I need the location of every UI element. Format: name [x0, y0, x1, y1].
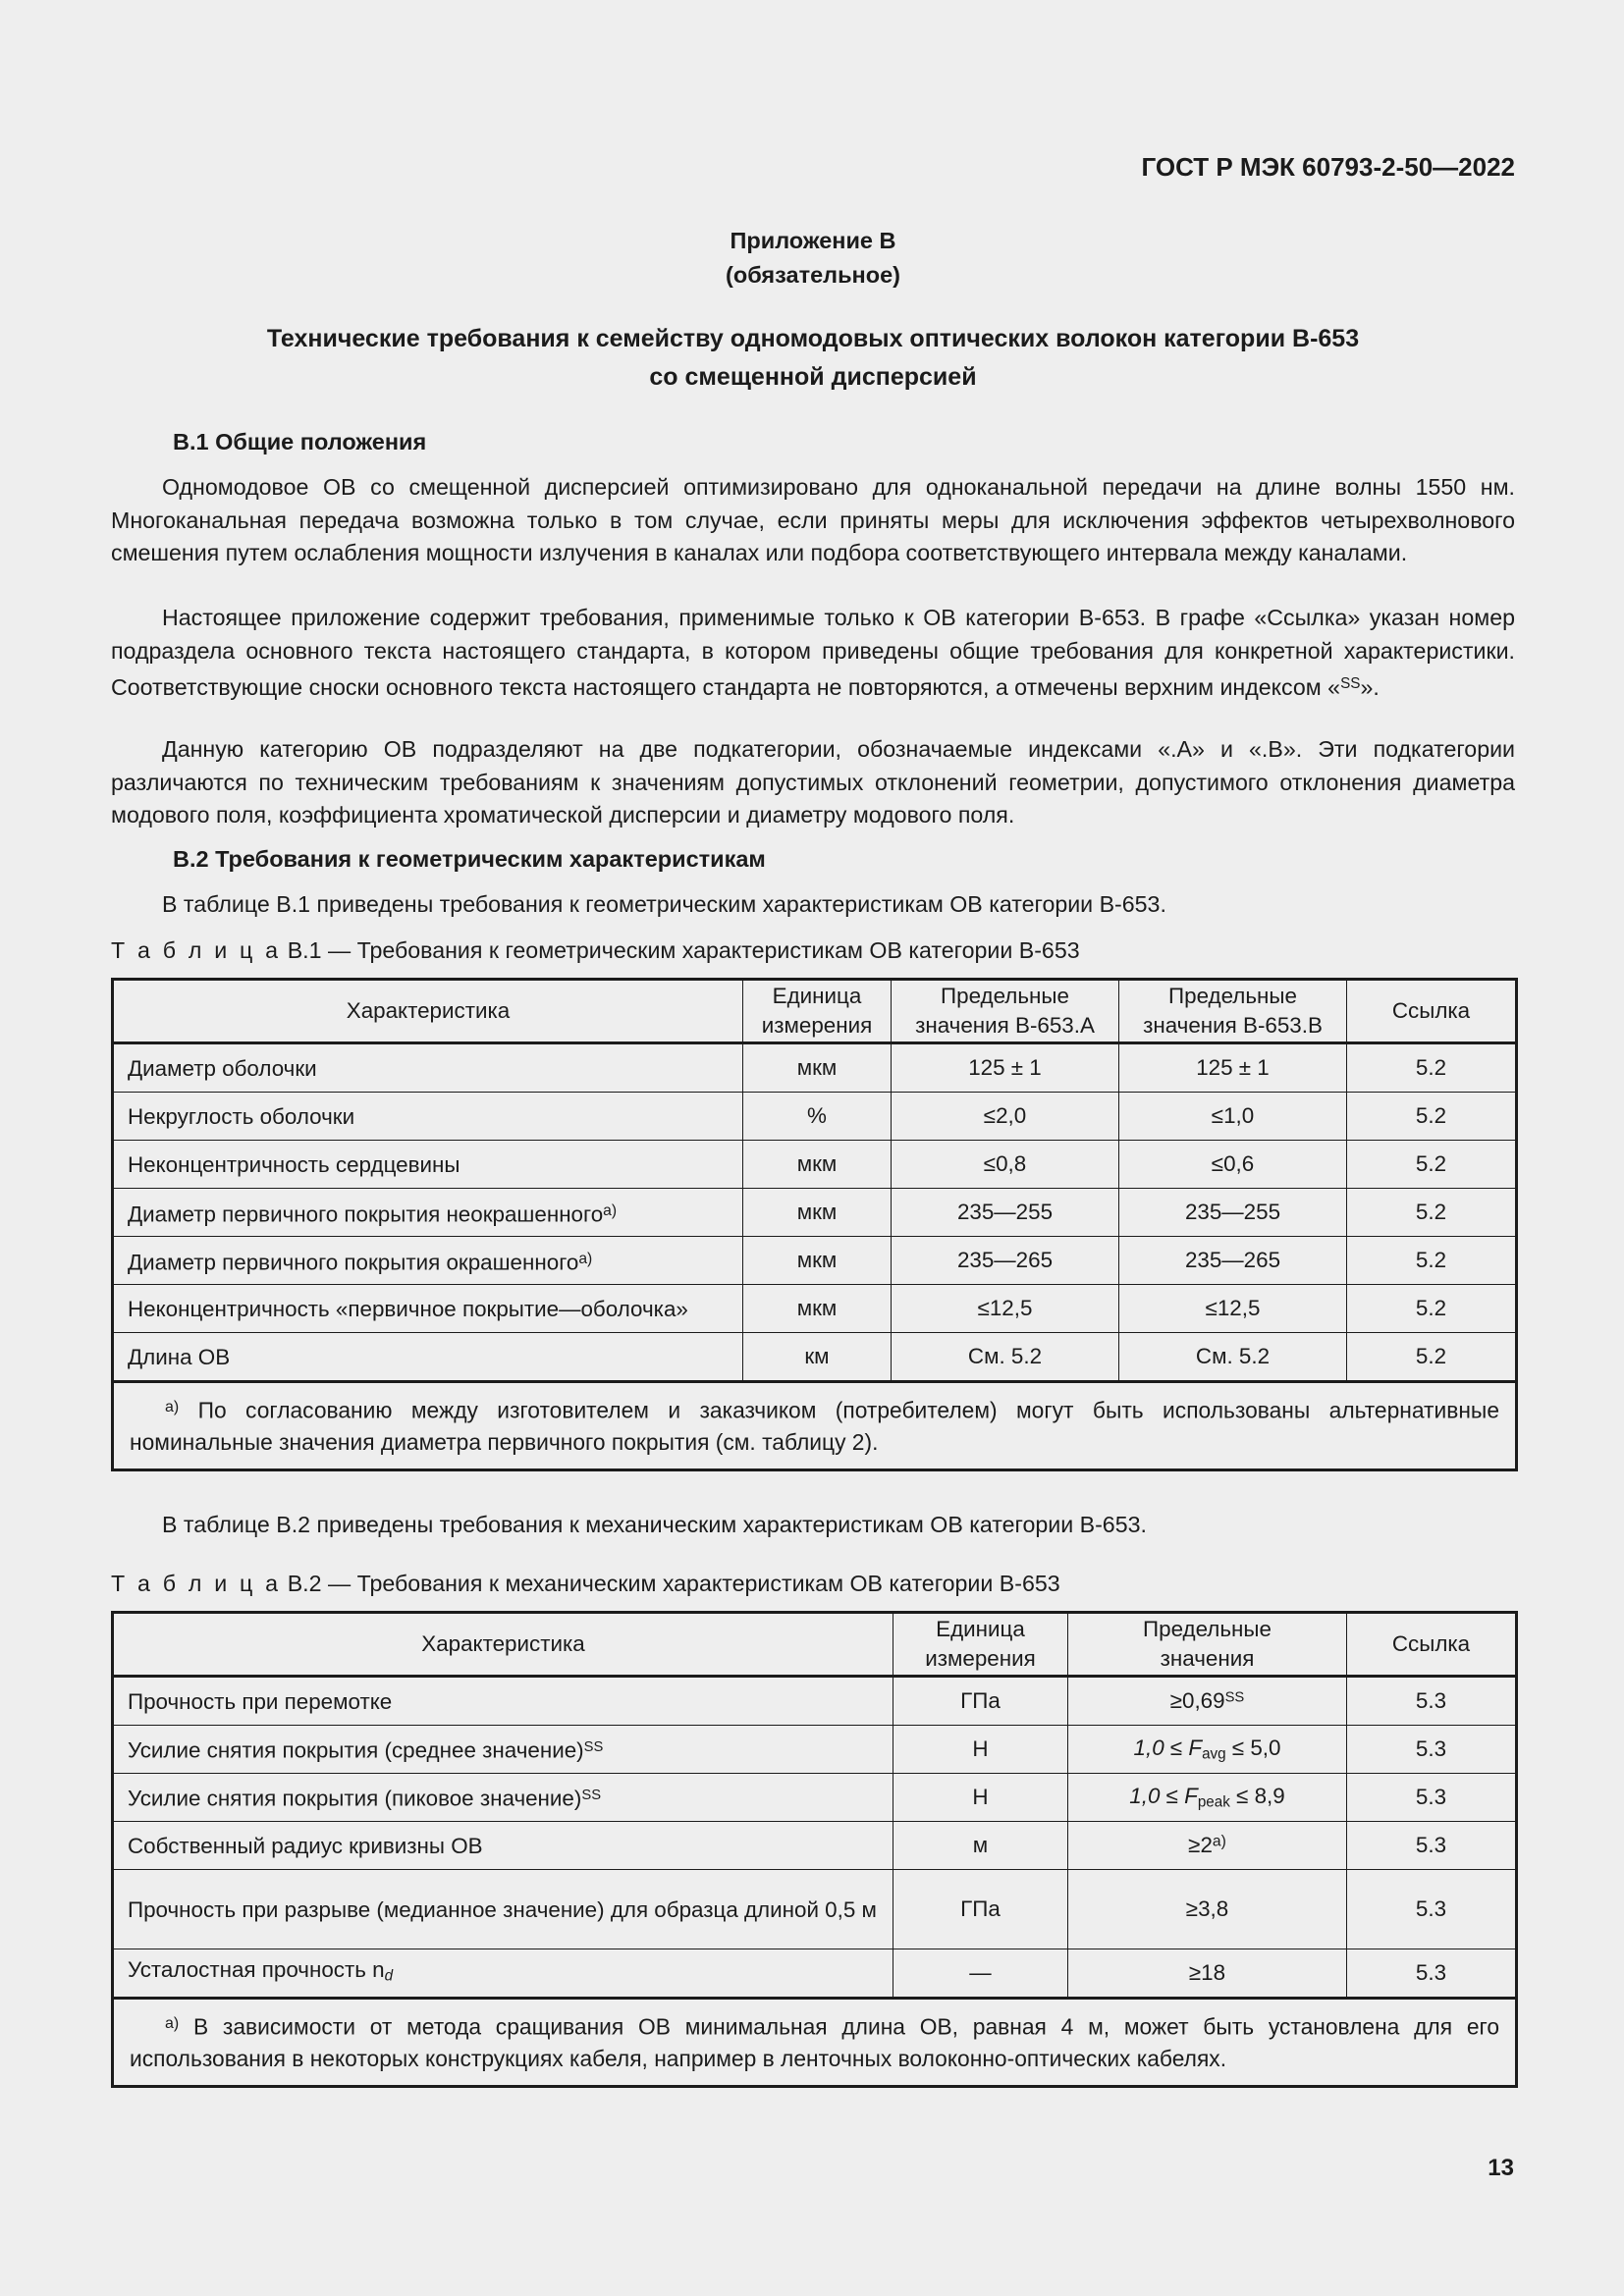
paragraph-b1-2-text-a: Настоящее приложение содержит требования, применимые только к ОВ категории В-653. В графе «Ссылка» указан номер подраздела основного текста настоящего стандарта, в котором приведены общие требования для конкретной характеристики. Соответствующие сноски основного текста настоящего стандарта не повторяются, а отмечены верхним индексом «: [111, 605, 1515, 700]
row-limit-subscript: peak: [1197, 1793, 1230, 1811]
row-reference: 5.2: [1347, 1189, 1517, 1237]
row-unit: м: [893, 1822, 1068, 1870]
table-2-col-unit: [893, 1613, 1068, 1677]
row-reference: 5.3: [1347, 1949, 1517, 1999]
table-1-footnote-row: [113, 1382, 1517, 1470]
paragraph-b2-1-text: В таблице В.1 приведены требования к геометрическим характеристикам ОВ категории В-653.: [162, 891, 1166, 917]
document-header-standard-code: ГОСТ Р МЭК 60793-2-50—2022: [1141, 152, 1515, 182]
row-limit-a: 235—255: [892, 1189, 1119, 1237]
paragraph-b1-2-text-b: ».: [1360, 673, 1380, 700]
row-reference: 5.2: [1347, 1093, 1517, 1141]
table-row: [113, 1093, 1517, 1141]
unit-line-1: Единица: [936, 1617, 1025, 1641]
row-unit: Н: [893, 1726, 1068, 1774]
row-limit-b: ≤1,0: [1119, 1093, 1347, 1141]
row-characteristic-text: Диаметр оболочки: [128, 1055, 317, 1081]
table-2-caption-prefix: Т а б л и ц а: [111, 1571, 282, 1596]
row-characteristic-text: Усталостная прочность n: [128, 1957, 385, 1983]
table-row: [113, 1677, 1517, 1726]
table-1-col-reference: Ссылка: [1347, 980, 1517, 1043]
table-1-caption-prefix: Т а б л и ц а: [111, 937, 282, 963]
row-limit-a: ≤12,5: [892, 1285, 1119, 1333]
row-limit-value: ≥0,69: [1169, 1688, 1225, 1713]
row-unit: мкм: [743, 1043, 892, 1093]
row-characteristic: [113, 1043, 743, 1093]
row-reference: 5.2: [1347, 1237, 1517, 1285]
table-geometric-requirements: [111, 978, 1518, 1471]
row-limit-value-pre: 1,0 ≤ F: [1129, 1784, 1198, 1809]
row-characteristic-text: Прочность при разрыве (медианное значение) для образца длиной 0,5 м: [128, 1896, 877, 1922]
row-limit-b: ≤0,6: [1119, 1141, 1347, 1189]
row-reference: 5.3: [1347, 1822, 1517, 1870]
paragraph-b2-2-text: В таблице В.2 приведены требования к механическим характеристикам ОВ категории В-653.: [162, 1512, 1147, 1537]
row-characteristic: [113, 1285, 743, 1333]
table-1-col-limit-a: [892, 980, 1119, 1043]
row-limit-a: См. 5.2: [892, 1333, 1119, 1382]
row-characteristic: [113, 1677, 893, 1726]
row-characteristic: [113, 1189, 743, 1237]
row-characteristic-subscript: d: [384, 1967, 394, 1985]
annex-heading-block: [111, 224, 1515, 293]
row-characteristic-text: Диаметр первичного покрытия окрашенного: [128, 1250, 579, 1275]
table-row: [113, 1141, 1517, 1189]
row-characteristic-text: Прочность при перемотке: [128, 1688, 393, 1714]
table-1-caption-rest: В.1 — Требования к геометрическим характеристикам ОВ категории В-653: [287, 937, 1080, 963]
row-unit: мкм: [743, 1141, 892, 1189]
limit-b-line-1: Предельные: [1168, 984, 1297, 1008]
row-characteristic: [113, 1726, 893, 1774]
table-row: [113, 1285, 1517, 1333]
table-1-footnote: [113, 1382, 1517, 1470]
limit-a-line-1: Предельные: [941, 984, 1069, 1008]
row-reference: 5.2: [1347, 1333, 1517, 1382]
table-row: [113, 1949, 1517, 1999]
paragraph-b2-2: [111, 1509, 1515, 1542]
row-limit-a: ≤0,8: [892, 1141, 1119, 1189]
row-limit-a: 125 ± 1: [892, 1043, 1119, 1093]
paragraph-b1-3: [111, 733, 1515, 832]
footnote-marker: а): [165, 1399, 180, 1415]
table-row: [113, 1189, 1517, 1237]
row-limit-value-post: ≤ 8,9: [1229, 1784, 1285, 1809]
table-row: [113, 1043, 1517, 1093]
row-unit: %: [743, 1093, 892, 1141]
footnote-marker: а): [603, 1201, 618, 1219]
unit-line-2: измерения: [925, 1646, 1036, 1671]
unit-line-1: Единица: [772, 984, 862, 1008]
row-characteristic-text: Усилие снятия покрытия (среднее значение): [128, 1737, 584, 1763]
paragraph-b2-1: [111, 888, 1515, 922]
row-limit: ≥3,8: [1068, 1870, 1347, 1949]
table-2-col-limit: [1068, 1613, 1347, 1677]
row-reference: 5.3: [1347, 1677, 1517, 1726]
table-row: [113, 1726, 1517, 1774]
row-characteristic-text: Некруглость оболочки: [128, 1103, 355, 1129]
row-unit: мкм: [743, 1237, 892, 1285]
row-reference: 5.3: [1347, 1774, 1517, 1822]
row-unit: км: [743, 1333, 892, 1382]
limit-line-1: Предельные: [1143, 1617, 1272, 1641]
row-limit-value-pre: 1,0 ≤ F: [1133, 1735, 1203, 1761]
row-characteristic-text: Неконцентричность «первичное покрытие—оболочка»: [128, 1296, 688, 1321]
row-limit-a: 235—265: [892, 1237, 1119, 1285]
row-unit: Н: [893, 1774, 1068, 1822]
table-2-footnote: [113, 1999, 1517, 2087]
table-row: [113, 1237, 1517, 1285]
row-reference: 5.2: [1347, 1285, 1517, 1333]
table-2-header-row: [113, 1613, 1517, 1677]
table-row: [113, 1333, 1517, 1382]
table-2-caption: [111, 1571, 1060, 1597]
table-2-col-characteristic: Характеристика: [113, 1613, 893, 1677]
row-limit-b: ≤12,5: [1119, 1285, 1347, 1333]
annex-status: (обязательное): [726, 262, 900, 288]
row-characteristic: [113, 1870, 893, 1949]
table-2-footnote-row: [113, 1999, 1517, 2087]
paragraph-b1-2: [111, 602, 1515, 704]
table-2-col-reference: Ссылка: [1347, 1613, 1517, 1677]
paragraph-b1-3-text: Данную категорию ОВ подразделяют на две подкатегории, обозначаемые индексами «.А» и «.В». Эти подкатегории различаются по техническим требованиям к значениям допустимых отклонений геометрии, допустимого отклонения диаметра модового поля, коэффициента хроматической дисперсии и диаметру модового поля.: [111, 736, 1515, 828]
section-heading-b2: В.2 Требования к геометрическим характеристикам: [173, 846, 766, 872]
row-characteristic: [113, 1949, 893, 1999]
footnote-marker: а): [1212, 1833, 1226, 1850]
paragraph-b1-1-text: Одномодовое ОВ со смещенной дисперсией оптимизировано для одноканальной передачи на длине волны 1550 нм. Многоканальная передача возможна только в том случае, если приняты меры для исключения эффектов четырехволнового смешения путем ослабления мощности излучения в каналах или подбора соответствующего интервала между каналами.: [111, 474, 1515, 565]
row-unit: —: [893, 1949, 1068, 1999]
table-2-footnote-text: В зависимости от метода сращивания ОВ минимальная длина ОВ, равная 4 м, может быть установлена для его использования в некоторых конструкциях кабеля, например в ленточных волоконно-оптических кабелях.: [130, 2013, 1499, 2071]
row-characteristic-text: Неконцентричность сердцевины: [128, 1151, 460, 1177]
table-1-col-unit: [743, 980, 892, 1043]
row-limit: [1068, 1677, 1347, 1726]
row-reference: 5.2: [1347, 1043, 1517, 1093]
row-characteristic: [113, 1774, 893, 1822]
annex-label: Приложение В: [730, 228, 896, 253]
row-limit-a: ≤2,0: [892, 1093, 1119, 1141]
row-limit-value: ≥2: [1188, 1833, 1213, 1857]
unit-line-2: измерения: [761, 1013, 873, 1038]
table-row: [113, 1822, 1517, 1870]
limit-line-2: значения: [1160, 1646, 1255, 1671]
row-characteristic: [113, 1141, 743, 1189]
table-1-footnote-text: По согласованию между изготовителем и заказчиком (потребителем) могут быть использованы альтернативные номинальные значения диаметра первичного покрытия (см. таблицу 2).: [130, 1397, 1499, 1455]
table-1-col-characteristic: Характеристика: [113, 980, 743, 1043]
row-characteristic-text: Длина ОВ: [128, 1344, 231, 1369]
row-characteristic: [113, 1822, 893, 1870]
row-unit: ГПа: [893, 1677, 1068, 1726]
row-characteristic: [113, 1093, 743, 1141]
row-limit-b: 235—255: [1119, 1189, 1347, 1237]
superscript-ss: SS: [581, 1788, 602, 1804]
limit-b-line-2: значения В-653.В: [1143, 1013, 1323, 1038]
row-limit-b: 125 ± 1: [1119, 1043, 1347, 1093]
row-limit: [1068, 1774, 1347, 1822]
row-limit-subscript: avg: [1202, 1745, 1226, 1763]
row-limit: ≥18: [1068, 1949, 1347, 1999]
superscript-ss: SS: [1340, 675, 1361, 692]
annex-main-title: [111, 320, 1515, 397]
row-unit: мкм: [743, 1285, 892, 1333]
section-heading-b1: В.1 Общие положения: [173, 429, 427, 454]
row-unit: ГПа: [893, 1870, 1068, 1949]
table-1-header-row: [113, 980, 1517, 1043]
row-reference: 5.2: [1347, 1141, 1517, 1189]
row-limit: [1068, 1726, 1347, 1774]
table-2-caption-rest: В.2 — Требования к механическим характеристикам ОВ категории В-653: [287, 1571, 1060, 1596]
annex-title-line-1: Технические требования к семейству одномодовых оптических волокон категории В-653: [266, 325, 1360, 352]
superscript-ss: SS: [583, 1739, 604, 1756]
superscript-ss: SS: [1224, 1689, 1245, 1706]
row-limit: [1068, 1822, 1347, 1870]
table-mechanical-requirements: [111, 1611, 1518, 2088]
row-limit-value-post: ≤ 5,0: [1225, 1735, 1281, 1761]
annex-title-line-2: со смещенной дисперсией: [649, 363, 977, 391]
row-unit: мкм: [743, 1189, 892, 1237]
row-characteristic-text: Диаметр первичного покрытия неокрашенного: [128, 1201, 604, 1227]
paragraph-b1-1: [111, 471, 1515, 570]
table-1-caption: [111, 937, 1080, 964]
table-row: [113, 1870, 1517, 1949]
row-characteristic-text: Усилие снятия покрытия (пиковое значение): [128, 1786, 582, 1811]
page-number: 13: [1488, 2155, 1514, 2181]
row-reference: 5.3: [1347, 1870, 1517, 1949]
limit-a-line-2: значения В-653.А: [915, 1013, 1095, 1038]
table-1-col-limit-b: [1119, 980, 1347, 1043]
table-row: [113, 1774, 1517, 1822]
footnote-marker: а): [578, 1250, 593, 1267]
row-reference: 5.3: [1347, 1726, 1517, 1774]
row-limit-b: См. 5.2: [1119, 1333, 1347, 1382]
row-characteristic: [113, 1237, 743, 1285]
row-characteristic: [113, 1333, 743, 1382]
row-limit-b: 235—265: [1119, 1237, 1347, 1285]
row-characteristic-text: Собственный радиус кривизны ОВ: [128, 1833, 483, 1858]
footnote-marker: а): [165, 2015, 180, 2032]
